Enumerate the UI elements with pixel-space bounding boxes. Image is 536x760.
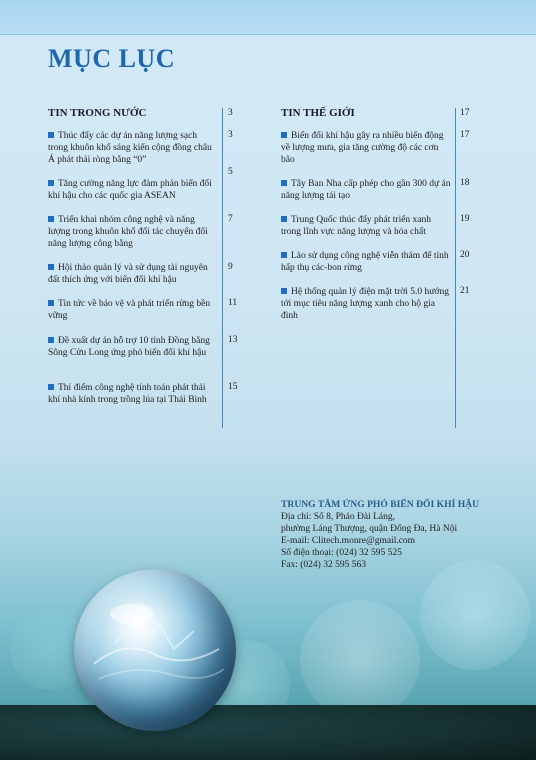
toc-entry-page: 13 (228, 335, 238, 345)
square-bullet-icon (48, 300, 54, 306)
domestic-divider (222, 108, 223, 428)
toc-entry[interactable] (281, 214, 451, 238)
toc-entry-page: 15 (228, 382, 238, 392)
globe-reflection-icon (74, 569, 236, 731)
toc-entry[interactable] (48, 214, 218, 250)
square-bullet-icon (281, 216, 287, 222)
fax: Fax: (024) 32 595 563 (281, 560, 366, 570)
email[interactable]: E-mail: Clitech.monre@gmail.com (281, 536, 416, 546)
phone: Số điện thoại: (024) 32 595 525 (281, 548, 402, 558)
toc-entry-text: Đề xuất dự án hỗ trợ 10 tỉnh Đồng bằng Sông Cửu Long ứng phó biến đổi khí hậu (48, 336, 210, 358)
bokeh-light (420, 560, 530, 670)
toc-entry[interactable] (48, 130, 218, 166)
toc-entry-text: Biến đổi khí hậu gây ra nhiều biến động về lượng mưa, gia tăng cường độ các cơn bão (281, 131, 444, 165)
glass-globe-image (74, 569, 236, 731)
bokeh-light (300, 600, 420, 720)
toc-entry-text: Trung Quốc thúc đẩy phát triển xanh trong lĩnh vực năng lượng và hóa chất (281, 215, 432, 237)
square-bullet-icon (48, 337, 54, 343)
toc-entry[interactable] (281, 130, 451, 166)
world-header: TIN THẾ GIỚI (281, 107, 355, 119)
toc-entry-text: Thí điểm công nghệ tính toán phát thải khí nhà kính trong trồng lúa tại Thái Bình (48, 383, 207, 405)
header-band (0, 0, 536, 35)
address-line-1: Địa chỉ: Số 8, Pháo Đài Láng, (281, 512, 395, 522)
domestic-header: TIN TRONG NƯỚC (48, 107, 147, 119)
toc-entry-page: 19 (460, 214, 470, 224)
square-bullet-icon (281, 180, 287, 186)
toc-entry-page: 18 (460, 178, 470, 188)
toc-entry-text: Tăng cường năng lực đàm phán biến đổi khí hậu cho các quốc gia ASEAN (48, 179, 212, 201)
toc-entry[interactable] (281, 178, 451, 202)
toc-entry-text: Tin tức về bảo vệ và phát triển rừng bền vững (48, 299, 211, 321)
world-divider (455, 108, 456, 428)
organization-name: TRUNG TÂM ỨNG PHÓ BIẾN ĐỔI KHÍ HẬU (281, 499, 480, 510)
toc-entry-text: Hội thảo quản lý và sử dụng tài nguyên đất thích ứng với biến đổi khí hậu (48, 263, 208, 285)
toc-entry-text: Triển khai nhóm công nghệ và năng lượng trong khuôn khổ đối tác chuyển đổi năng lượng công bằng (48, 215, 208, 249)
toc-entry-page: 21 (460, 286, 470, 296)
square-bullet-icon (48, 132, 54, 138)
toc-entry-page: 11 (228, 298, 238, 308)
toc-entry[interactable] (48, 178, 218, 202)
toc-entry[interactable] (48, 298, 218, 322)
square-bullet-icon (281, 288, 287, 294)
toc-entry[interactable] (48, 262, 218, 286)
page-title: MỤC LỤC (48, 44, 175, 73)
toc-entry-page: 7 (228, 214, 233, 224)
toc-entry-text: Thúc đẩy các dự án năng lượng sạch trong khuôn khổ sáng kiến cộng đồng châu Á phát thải ròng bằng “0” (48, 131, 212, 165)
toc-entry-text: Tây Ban Nha cấp phép cho gần 300 dự án năng lượng tái tạo (281, 179, 451, 201)
address-line-2: phường Láng Thượng, quận Đống Đa, Hà Nội (281, 524, 458, 534)
square-bullet-icon (281, 132, 287, 138)
toc-entry-text: Lào sử dụng công nghệ viễn thám để tính hấp thụ các-bon rừng (281, 251, 449, 273)
toc-entry-text: Hệ thống quản lý điện mặt trời 5.0 hướng tới mục tiêu năng lượng xanh cho hộ gia đình (281, 287, 449, 321)
square-bullet-icon (48, 180, 54, 186)
square-bullet-icon (48, 264, 54, 270)
square-bullet-icon (48, 384, 54, 390)
toc-entry-page: 5 (228, 167, 233, 177)
toc-entry[interactable] (281, 286, 451, 322)
toc-entry-page: 3 (228, 130, 233, 140)
square-bullet-icon (281, 252, 287, 258)
world-header-page: 17 (460, 108, 470, 118)
toc-entry-page: 20 (460, 250, 470, 260)
toc-entry[interactable] (48, 335, 218, 359)
toc-entry[interactable] (281, 250, 451, 274)
contact-block (281, 499, 521, 571)
domestic-header-page: 3 (228, 108, 233, 118)
toc-entry-page: 17 (460, 130, 470, 140)
toc-entry-page: 9 (228, 262, 233, 272)
square-bullet-icon (48, 216, 54, 222)
toc-entry[interactable] (48, 382, 218, 406)
